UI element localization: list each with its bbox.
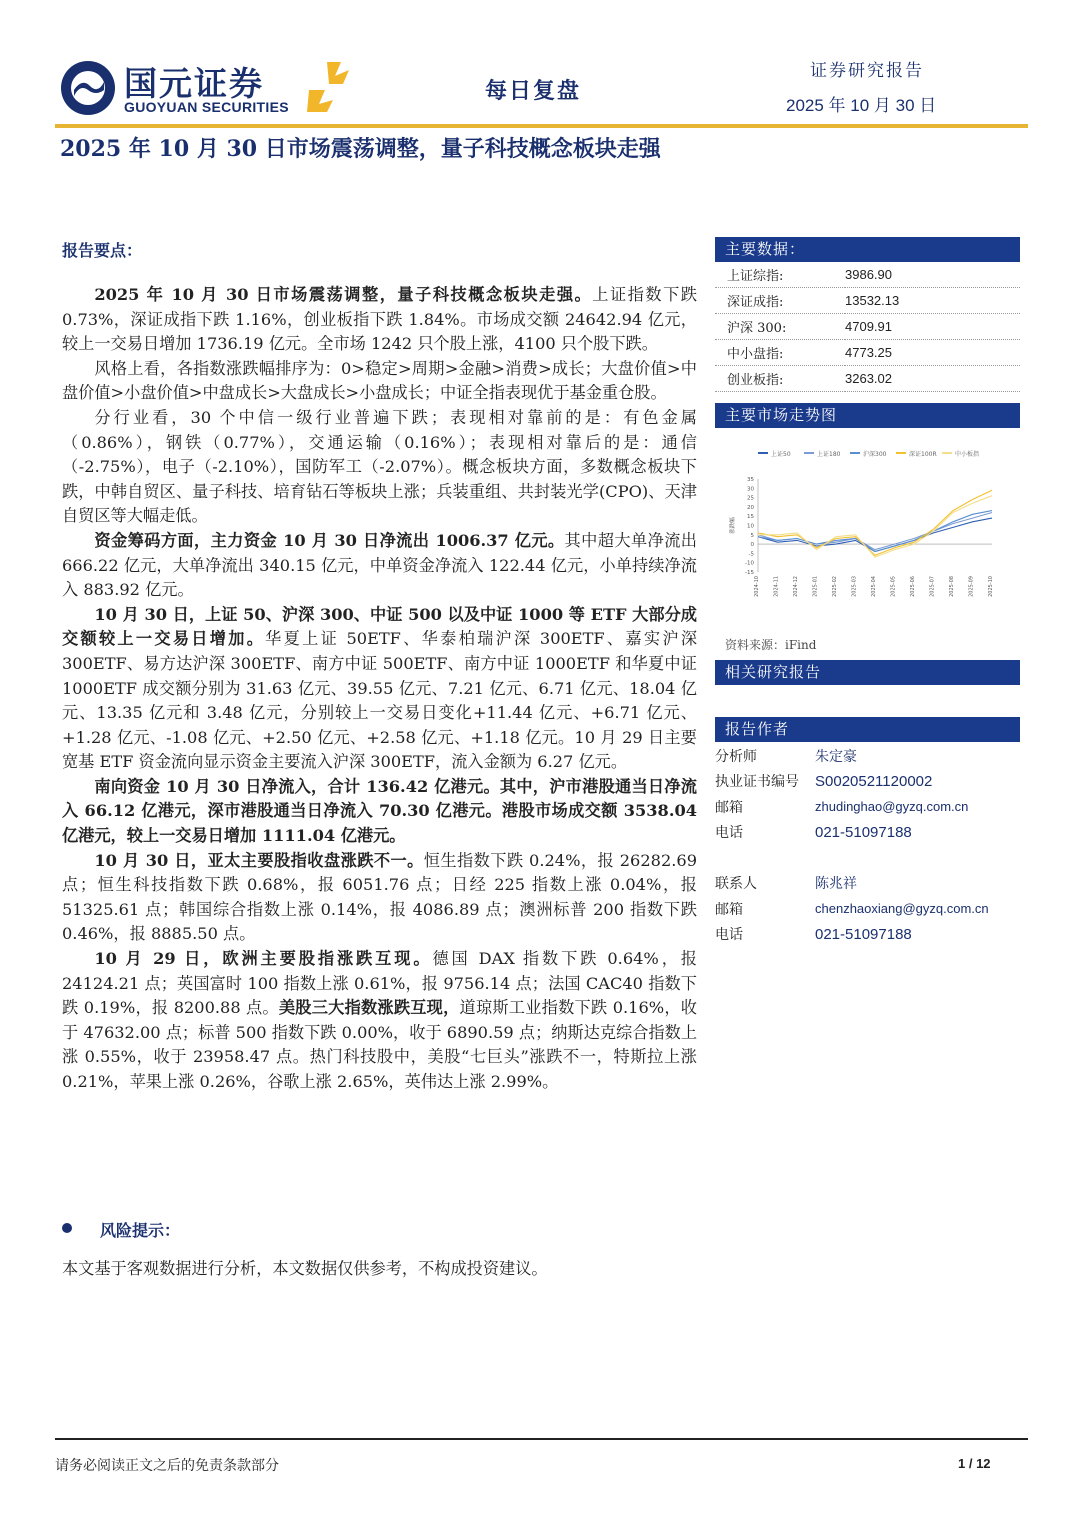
- paragraph-6: [62, 775, 697, 849]
- key-data-row: [715, 288, 1020, 314]
- report-date: 2025 年 10 月 30 日: [786, 96, 937, 115]
- email-row: [715, 794, 1035, 820]
- email-label: 邮箱: [715, 799, 743, 816]
- paragraph-2: 风格上看，各指数涨跌幅排序为：0>稳定>周期>金融>消费>成长；大盘价值>中盘价值>小盘价值>中盘成长>大盘成长>小盘成长；中证全指表现优于基金重仓股。: [62, 358, 697, 403]
- summary-body: [62, 283, 697, 1095]
- legend-label: 中小板指: [955, 451, 980, 458]
- y-tick-label: 20: [747, 504, 754, 511]
- series-line: [758, 511, 992, 552]
- paragraph-7: [62, 849, 697, 947]
- y-tick-label: 5: [750, 532, 754, 539]
- key-data-value: 4709.91: [845, 319, 892, 334]
- header-center-label: 每日复盘: [485, 78, 582, 104]
- key-data-value: 4773.25: [845, 345, 892, 360]
- legend-label: 沪深300: [863, 451, 887, 458]
- risk-bullet-icon: [62, 1223, 72, 1233]
- paragraph-6-lead: 南向资金 10 月 30 日净流入，合计 136.42 亿港元。其中，沪市港股通当日净流入 66.12 亿港元，深市港股通当日净流入 70.30 亿港元。港股市场成交额 3538.04 亿港元，较上一交易日增加 1111.04 亿港元。: [62, 776, 697, 846]
- authors-table: [715, 743, 1035, 947]
- logo-text-cn: 国元证券: [124, 64, 264, 103]
- risk-text: 本文基于客观数据进行分析，本文数据仅供参考，不构成投资建议。: [62, 1259, 548, 1278]
- risk-heading: 风险提示：: [100, 1221, 181, 1240]
- paragraph-8-body2: 道琼斯工业指数下跌 0.16%，收于 47632.00 点；标普 500 指数下跌 0.00%，收于 6890.59 点；纳斯达克综合指数上涨 0.55%，收于 23958.47 点。热门科技股中，美股“七巨头”涨跌不一，特斯拉上涨 0.21%，苹果上涨 0.26%，谷歌上涨 2.65%，英伟达上涨 2.99%。: [62, 998, 697, 1091]
- report-type: 证券研究报告: [810, 61, 924, 81]
- key-data-name: 创业板指:: [727, 373, 784, 388]
- paragraph-4: [62, 529, 697, 603]
- x-tick-label: 2025-04: [871, 576, 877, 597]
- y-tick-label: 35: [747, 477, 754, 483]
- contact-name: 陈兆祥: [815, 876, 857, 893]
- y-tick-label: 25: [747, 495, 754, 502]
- y-tick-label: 0: [750, 542, 754, 549]
- key-data-value: 3986.90: [845, 267, 892, 282]
- x-tick-label: 2025-02: [832, 576, 838, 597]
- paragraph-7-lead: 10 月 30 日，亚太主要股指收盘涨跌不一。: [94, 850, 424, 870]
- cert-number: S0020521120002: [815, 772, 933, 790]
- key-data-value: 13532.13: [845, 293, 900, 308]
- trend-chart: [720, 437, 1020, 632]
- cert-label: 执业证书编号: [715, 774, 799, 791]
- y-tick-label: -10: [745, 560, 754, 567]
- y-tick-label: 10: [747, 523, 754, 530]
- paragraph-1-body: 上证指数下跌 0.73%，深证成指下跌 1.16%，创业板指下跌 1.84%。市场成交额 24642.94 亿元，较上一交易日增加 1736.19 亿元。全市场 1242 只个股上涨，4100 只个股下跌。: [62, 285, 697, 354]
- x-tick-label: 2024-11: [773, 576, 780, 597]
- phone-row: [715, 820, 1035, 846]
- y-axis-label: 涨跌幅: [730, 517, 736, 534]
- spacer-row: [715, 845, 1035, 871]
- paragraph-8-lead: 10 月 29 日，欧洲主要股指涨跌互现。: [94, 949, 433, 969]
- contact-email[interactable]: chenzhaoxiang@gyzq.com.cn: [815, 901, 989, 917]
- contact-phone: 021-51097188: [815, 925, 912, 943]
- legend-label: 上证180: [817, 451, 841, 458]
- legend-label: 上证50: [771, 451, 791, 458]
- paragraph-5-lead: 10 月 30 日，上证 50、沪深 300、中证 500 以及中证 1000 等 ETF 大部分成交额较上一交易日增加。: [62, 604, 697, 649]
- paragraph-1: [62, 283, 697, 357]
- paragraph-3: 分行业看，30 个中信一级行业普遍下跌；表现相对靠前的是：有色金属（0.86%），钢铁（0.77%），交通运输（0.16%）；表现相对靠后的是：通信（-2.75%），电子（-2.10%），国防军工（-2.07%）。概念板块方面，多数概念板块下跌，中韩自贸区、量子科技、培育钻石等板块上涨；兵装重组、共封装光学(CPO)、天津自贸区等大幅走低。: [62, 407, 697, 526]
- x-tick-label: 2025-03: [851, 576, 858, 597]
- email2-row: [715, 896, 1035, 922]
- phone2-row: [715, 922, 1035, 948]
- x-tick-label: 2024-12: [793, 576, 799, 597]
- page-number: 1 / 12: [958, 1456, 991, 1471]
- paragraph-7-body: 恒生指数下跌 0.24%，报 26282.69 点；恒生科技指数下跌 0.68%，报 6051.76 点；日经 225 指数上涨 0.04%，报 51325.61 点；韩国综合指数上涨 0.14%，报 4086.89 点；澳洲标普 200 指数下跌 0.46%，报 8885.50 点。: [62, 850, 697, 944]
- y-tick-label: -15: [745, 570, 754, 576]
- key-data-table: [715, 262, 1020, 392]
- logo-text-en: GUOYUAN SECURITIES: [124, 99, 289, 115]
- chart-source: 资料来源：iFind: [725, 638, 817, 652]
- legend-label: 深证100R: [909, 451, 937, 458]
- related-heading: 相关研究报告: [715, 660, 1020, 685]
- contact-label: 联系人: [715, 876, 757, 893]
- x-tick-label: 2025-06: [910, 576, 916, 597]
- x-tick-label: 2025-08: [949, 576, 955, 597]
- paragraph-5: [62, 603, 697, 775]
- y-tick-label: 30: [747, 486, 754, 493]
- paragraph-8-body: 德国 DAX 指数下跌 0.64%，报 24124.21 点；英国富时 100 指数上涨 0.61%，报 9756.14 点；法国 CAC40 指数下跌 0.19%，报 8200.88 点。: [62, 949, 697, 1018]
- key-data-row: [715, 366, 1020, 392]
- phone2-label: 电话: [715, 927, 743, 944]
- x-tick-label: 2025-09: [968, 576, 975, 597]
- analyst-name: 朱定豪: [815, 748, 857, 765]
- email2-label: 邮箱: [715, 901, 743, 918]
- x-tick-label: 2024-10: [754, 576, 760, 597]
- summary-heading: 报告要点：: [62, 241, 143, 260]
- analyst-phone: 021-51097188: [815, 823, 912, 841]
- header-divider: [55, 124, 1028, 128]
- page-title: 2025 年 10 月 30 日市场震荡调整，量子科技概念板块走强: [60, 136, 661, 162]
- paragraph-8: [62, 947, 697, 1095]
- analyst-email[interactable]: zhudinghao@gyzq.com.cn: [815, 799, 969, 815]
- footer-divider: [55, 1438, 1028, 1440]
- paragraph-4-body: 其中超大单净流出 666.22 亿元，大单净流出 340.15 亿元，中单资金净流入 122.44 亿元，小单持续净流入 883.92 亿元。: [62, 530, 697, 600]
- logo-stars-icon: [305, 60, 355, 114]
- authors-heading: 报告作者: [715, 717, 1020, 742]
- x-tick-label: 2025-10: [988, 576, 994, 597]
- key-data-name: 上证综指:: [727, 269, 784, 284]
- key-data-name: 中小盘指:: [727, 347, 784, 362]
- key-data-row: [715, 262, 1020, 288]
- paragraph-1-lead: 2025 年 10 月 30 日市场震荡调整，量子科技概念板块走强。: [94, 285, 593, 304]
- paragraph-4-lead: 资金筹码方面，主力资金 10 月 30 日净流出 1006.37 亿元。: [94, 530, 565, 550]
- key-data-row: [715, 314, 1020, 340]
- footer-disclaimer: 请务必阅读正文之后的免责条款部分: [55, 1458, 279, 1474]
- x-tick-label: 2025-01: [812, 576, 819, 597]
- phone-label: 电话: [715, 825, 743, 842]
- cert-row: [715, 769, 1035, 795]
- key-data-name: 沪深 300:: [727, 321, 787, 336]
- trend-heading: 主要市场走势图: [715, 403, 1020, 428]
- key-data-row: [715, 340, 1020, 366]
- contact-row: [715, 871, 1035, 897]
- paragraph-5-body: 华夏上证 50ETF、华泰柏瑞沪深 300ETF、嘉实沪深 300ETF、易方达沪深 300ETF、南方中证 500ETF、南方中证 1000ETF 和华夏中证 1000ETF 成交额分别为 31.63 亿元、39.55 亿元、7.21 亿元、6.71 亿元、18.04 亿元、13.35 亿元和 3.48 亿元，分别较上一交易日变化+11.44 亿元、+6.71 亿元、+1.28 亿元、-1.08 亿元、+2.50 亿元、+2.58 亿元、+1.18 亿元。10 月 29 日主要宽基 ETF 资金流向显示资金主要流入沪深 300ETF，流入金额为 6.27 亿元。: [62, 629, 698, 772]
- key-data-name: 深证成指:: [727, 295, 784, 310]
- y-tick-label: 15: [747, 514, 754, 521]
- key-data-heading: 主要数据：: [715, 237, 1020, 262]
- y-tick-label: -5: [748, 551, 754, 558]
- analyst-row: [715, 743, 1035, 769]
- key-data-value: 3263.02: [845, 371, 892, 386]
- logo-mark-icon: [60, 60, 116, 116]
- x-tick-label: 2025-05: [890, 576, 897, 597]
- x-tick-label: 2025-07: [929, 576, 936, 597]
- paragraph-8-lead2: 美股三大指数涨跌互现，: [278, 998, 460, 1018]
- analyst-label: 分析师: [715, 748, 757, 765]
